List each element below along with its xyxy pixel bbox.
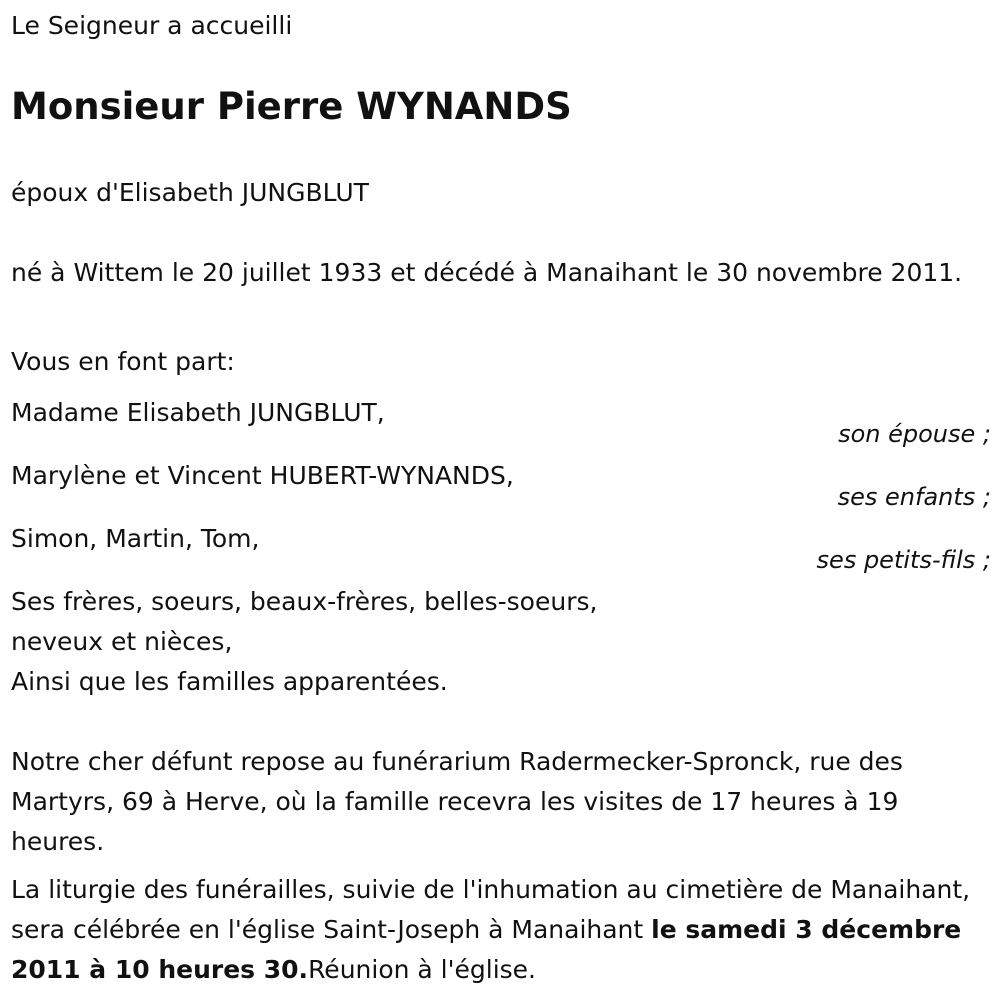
viewing-details: Notre cher défunt repose au funérarium Radermecker-Spronck, rue des Martyrs, 69 à Herve, où la famille recevra les visites de 17 heures à 19 heures.: [11, 747, 903, 856]
funeral-date-time: le samedi 3 décembre 2011 à 10 heures 30.: [11, 915, 962, 984]
family-entry-grandchildren: [11, 519, 991, 574]
family-member-names: Simon, Martin, Tom,: [11, 524, 260, 553]
other-relatives: [11, 582, 597, 702]
birth-death-dates: né à Wittem le 20 juillet 1933 et décédé à Manaihant le 30 novembre 2011.: [11, 258, 963, 287]
family-relation: ses petits-fils ;: [816, 546, 991, 574]
funeral-details-text: La liturgie des funérailles, suivie de l'inhumation au cimetière de Manaihant, sera célébrée en l'église Saint-Joseph à Manaihant: [11, 875, 971, 944]
other-relatives-line: Ses frères, soeurs, beaux-frères, belles-soeurs,: [11, 587, 598, 616]
deceased-name: Monsieur Pierre WYNANDS: [11, 85, 572, 128]
announce-text: Vous en font part:: [11, 347, 235, 376]
family-entry-children: [11, 456, 991, 511]
intro-text: Le Seigneur a accueilli: [11, 11, 293, 40]
family-entry-spouse: [11, 393, 991, 448]
funeral-details: [11, 870, 986, 990]
family-relation: son épouse ;: [838, 420, 991, 448]
family-member-names: Madame Elisabeth JUNGBLUT,: [11, 398, 385, 427]
other-relatives-line: Ainsi que les familles apparentées.: [11, 667, 448, 696]
funeral-meeting-note: Réunion à l'église.: [308, 955, 536, 984]
family-relation: ses enfants ;: [837, 483, 991, 511]
spouse-line: époux d'Elisabeth JUNGBLUT: [11, 178, 369, 207]
family-member-names: Marylène et Vincent HUBERT-WYNANDS,: [11, 461, 514, 490]
other-relatives-line: neveux et nièces,: [11, 627, 233, 656]
